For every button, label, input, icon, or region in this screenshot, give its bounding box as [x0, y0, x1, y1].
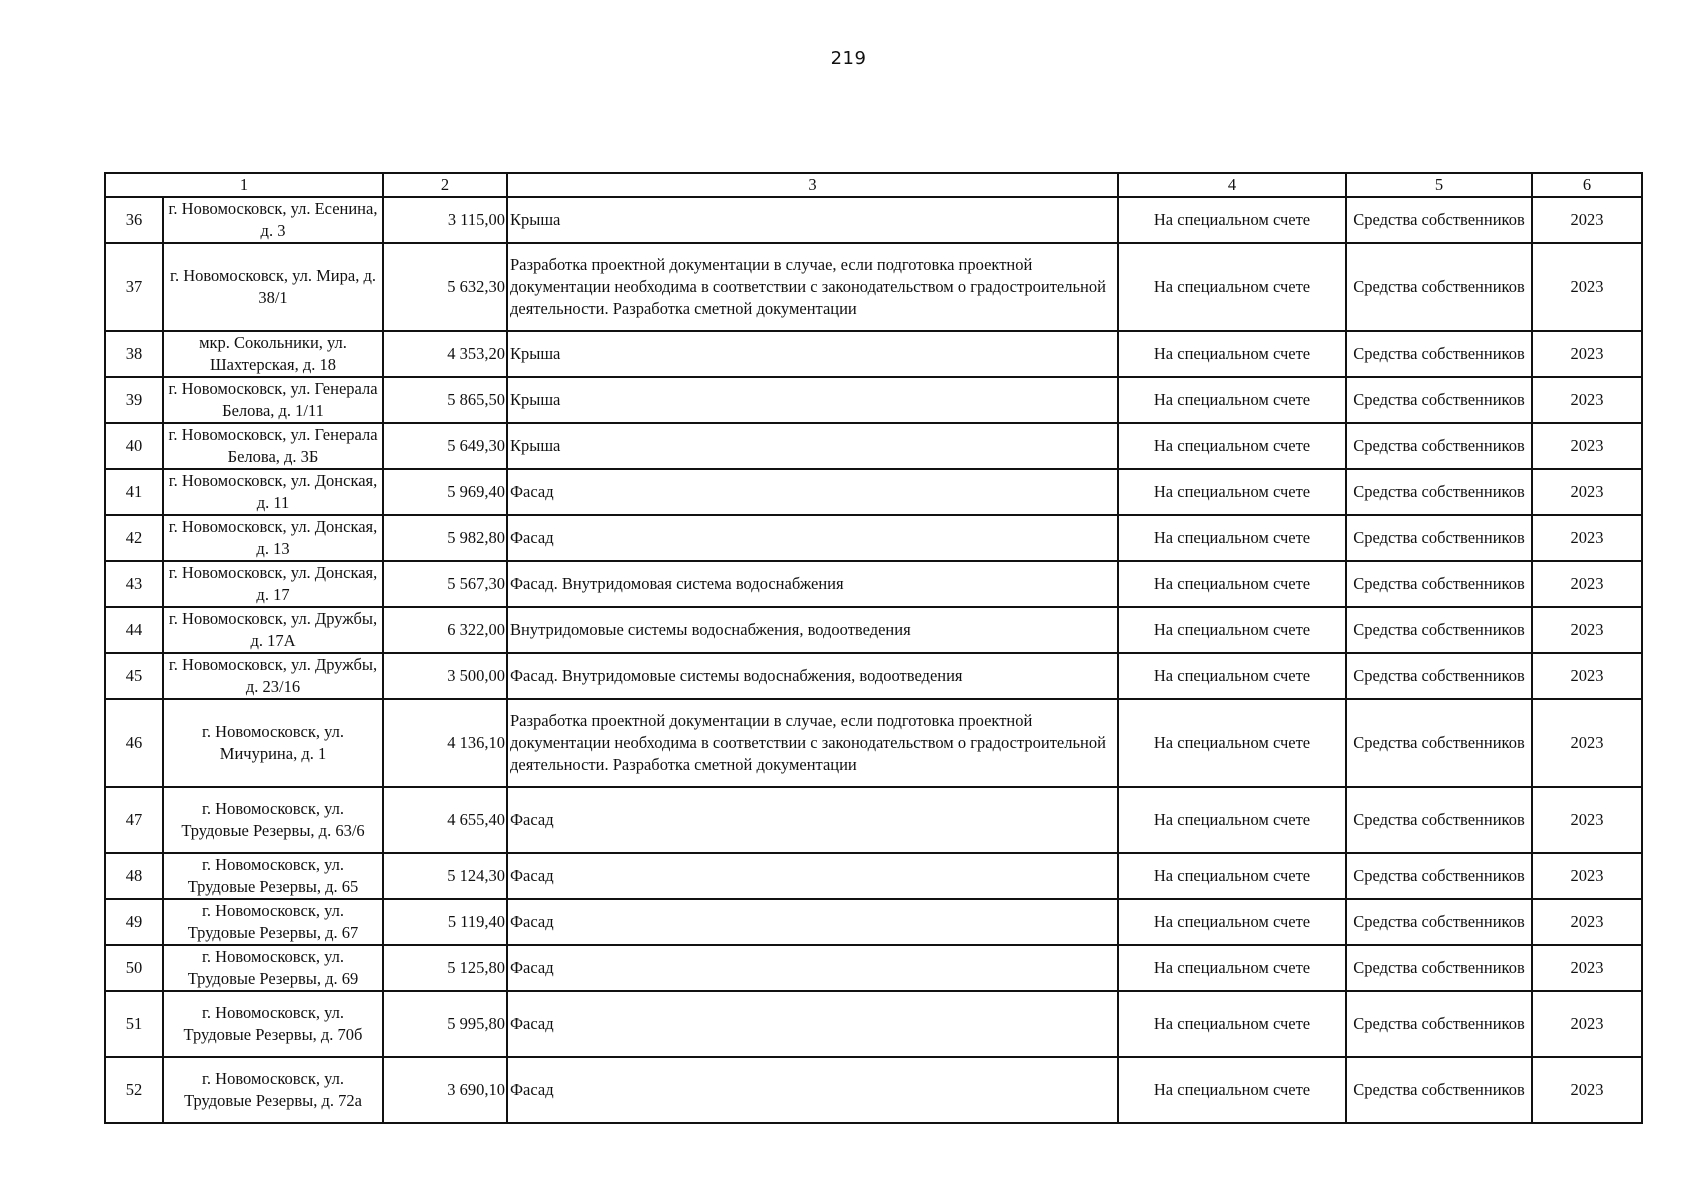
table-row	[105, 607, 1642, 653]
cost-cell: 6 322,00	[383, 607, 507, 653]
column-header-6: 6	[1532, 173, 1642, 197]
address-cell: г. Новомосковск, ул. Генерала Белова, д. 1/11	[163, 377, 383, 423]
work-type-cell: Фасад	[507, 787, 1118, 853]
row-number: 43	[105, 561, 163, 607]
account-type-cell: На специальном счете	[1118, 699, 1346, 787]
account-type-cell: На специальном счете	[1118, 331, 1346, 377]
work-type-cell: Фасад. Внутридомовые системы водоснабжения, водоотведения	[507, 653, 1118, 699]
year-cell: 2023	[1532, 945, 1642, 991]
cost-cell: 5 125,80	[383, 945, 507, 991]
cost-cell: 4 655,40	[383, 787, 507, 853]
cost-cell: 4 353,20	[383, 331, 507, 377]
address-cell: г. Новомосковск, ул. Есенина, д. 3	[163, 197, 383, 243]
table-row	[105, 243, 1642, 331]
funding-source-cell: Средства собственников	[1346, 377, 1532, 423]
table-row	[105, 377, 1642, 423]
row-number: 42	[105, 515, 163, 561]
year-cell: 2023	[1532, 787, 1642, 853]
cost-cell: 5 995,80	[383, 991, 507, 1057]
row-number: 44	[105, 607, 163, 653]
address-cell: г. Новомосковск, ул. Дружбы, д. 23/16	[163, 653, 383, 699]
row-number: 48	[105, 853, 163, 899]
address-cell: г. Новомосковск, ул. Мичурина, д. 1	[163, 699, 383, 787]
table-row	[105, 945, 1642, 991]
table-row	[105, 197, 1642, 243]
table-row	[105, 787, 1642, 853]
row-number: 47	[105, 787, 163, 853]
funding-source-cell: Средства собственников	[1346, 991, 1532, 1057]
cost-cell: 3 500,00	[383, 653, 507, 699]
address-cell: г. Новомосковск, ул. Трудовые Резервы, д. 67	[163, 899, 383, 945]
work-type-cell: Фасад	[507, 991, 1118, 1057]
funding-source-cell: Средства собственников	[1346, 423, 1532, 469]
account-type-cell: На специальном счете	[1118, 945, 1346, 991]
year-cell: 2023	[1532, 377, 1642, 423]
year-cell: 2023	[1532, 653, 1642, 699]
table-row	[105, 561, 1642, 607]
account-type-cell: На специальном счете	[1118, 469, 1346, 515]
account-type-cell: На специальном счете	[1118, 607, 1346, 653]
address-cell: г. Новомосковск, ул. Мира, д. 38/1	[163, 243, 383, 331]
address-cell: г. Новомосковск, ул. Донская, д. 11	[163, 469, 383, 515]
year-cell: 2023	[1532, 1057, 1642, 1123]
table-row	[105, 423, 1642, 469]
year-cell: 2023	[1532, 991, 1642, 1057]
work-type-cell: Разработка проектной документации в случае, если подготовка проектной документации необходима в соответствии с законодательством о градостроительной деятельности. Разработка сметной документации	[507, 699, 1118, 787]
cost-cell: 5 865,50	[383, 377, 507, 423]
row-number: 41	[105, 469, 163, 515]
column-header-2: 2	[383, 173, 507, 197]
year-cell: 2023	[1532, 899, 1642, 945]
year-cell: 2023	[1532, 423, 1642, 469]
account-type-cell: На специальном счете	[1118, 377, 1346, 423]
table-row	[105, 469, 1642, 515]
column-header-5: 5	[1346, 173, 1532, 197]
cost-cell: 4 136,10	[383, 699, 507, 787]
year-cell: 2023	[1532, 243, 1642, 331]
table-row	[105, 515, 1642, 561]
work-type-cell: Фасад	[507, 853, 1118, 899]
page-number: 219	[830, 48, 867, 69]
funding-source-cell: Средства собственников	[1346, 197, 1532, 243]
account-type-cell: На специальном счете	[1118, 653, 1346, 699]
work-type-cell: Фасад	[507, 945, 1118, 991]
row-number: 51	[105, 991, 163, 1057]
work-type-cell: Крыша	[507, 197, 1118, 243]
address-cell: г. Новомосковск, ул. Трудовые Резервы, д. 63/6	[163, 787, 383, 853]
work-type-cell: Внутридомовые системы водоснабжения, водоотведения	[507, 607, 1118, 653]
repair-schedule-table	[104, 172, 1643, 1124]
table-row	[105, 991, 1642, 1057]
table-row	[105, 853, 1642, 899]
cost-cell: 5 632,30	[383, 243, 507, 331]
funding-source-cell: Средства собственников	[1346, 331, 1532, 377]
funding-source-cell: Средства собственников	[1346, 853, 1532, 899]
work-type-cell: Фасад	[507, 469, 1118, 515]
address-cell: г. Новомосковск, ул. Трудовые Резервы, д. 72а	[163, 1057, 383, 1123]
cost-cell: 5 119,40	[383, 899, 507, 945]
year-cell: 2023	[1532, 515, 1642, 561]
account-type-cell: На специальном счете	[1118, 243, 1346, 331]
year-cell: 2023	[1532, 561, 1642, 607]
year-cell: 2023	[1532, 469, 1642, 515]
account-type-cell: На специальном счете	[1118, 515, 1346, 561]
work-type-cell: Фасад	[507, 515, 1118, 561]
column-header-4: 4	[1118, 173, 1346, 197]
work-type-cell: Фасад. Внутридомовая система водоснабжения	[507, 561, 1118, 607]
funding-source-cell: Средства собственников	[1346, 899, 1532, 945]
column-number-header-row	[105, 173, 1642, 197]
address-cell: г. Новомосковск, ул. Донская, д. 17	[163, 561, 383, 607]
cost-cell: 5 124,30	[383, 853, 507, 899]
table-row	[105, 899, 1642, 945]
address-cell: г. Новомосковск, ул. Трудовые Резервы, д. 69	[163, 945, 383, 991]
account-type-cell: На специальном счете	[1118, 899, 1346, 945]
work-type-cell: Крыша	[507, 423, 1118, 469]
column-header-3: 3	[507, 173, 1118, 197]
account-type-cell: На специальном счете	[1118, 423, 1346, 469]
funding-source-cell: Средства собственников	[1346, 699, 1532, 787]
row-number: 37	[105, 243, 163, 331]
account-type-cell: На специальном счете	[1118, 561, 1346, 607]
row-number: 38	[105, 331, 163, 377]
row-number: 49	[105, 899, 163, 945]
table-row	[105, 331, 1642, 377]
cost-cell: 3 690,10	[383, 1057, 507, 1123]
address-cell: г. Новомосковск, ул. Донская, д. 13	[163, 515, 383, 561]
address-cell: г. Новомосковск, ул. Трудовые Резервы, д. 70б	[163, 991, 383, 1057]
account-type-cell: На специальном счете	[1118, 991, 1346, 1057]
row-number: 50	[105, 945, 163, 991]
work-type-cell: Фасад	[507, 899, 1118, 945]
cost-cell: 5 567,30	[383, 561, 507, 607]
funding-source-cell: Средства собственников	[1346, 243, 1532, 331]
work-type-cell: Крыша	[507, 331, 1118, 377]
funding-source-cell: Средства собственников	[1346, 469, 1532, 515]
cost-cell: 5 982,80	[383, 515, 507, 561]
row-number: 39	[105, 377, 163, 423]
funding-source-cell: Средства собственников	[1346, 653, 1532, 699]
funding-source-cell: Средства собственников	[1346, 1057, 1532, 1123]
cost-cell: 5 969,40	[383, 469, 507, 515]
address-cell: г. Новомосковск, ул. Генерала Белова, д. 3Б	[163, 423, 383, 469]
table-row	[105, 653, 1642, 699]
table-row	[105, 1057, 1642, 1123]
funding-source-cell: Средства собственников	[1346, 787, 1532, 853]
year-cell: 2023	[1532, 853, 1642, 899]
row-number: 40	[105, 423, 163, 469]
address-cell: г. Новомосковск, ул. Дружбы, д. 17А	[163, 607, 383, 653]
work-type-cell: Разработка проектной документации в случае, если подготовка проектной документации необходима в соответствии с законодательством о градостроительной деятельности. Разработка сметной документации	[507, 243, 1118, 331]
column-header-1: 1	[105, 173, 383, 197]
row-number: 52	[105, 1057, 163, 1123]
year-cell: 2023	[1532, 331, 1642, 377]
account-type-cell: На специальном счете	[1118, 787, 1346, 853]
account-type-cell: На специальном счете	[1118, 1057, 1346, 1123]
funding-source-cell: Средства собственников	[1346, 945, 1532, 991]
account-type-cell: На специальном счете	[1118, 197, 1346, 243]
year-cell: 2023	[1532, 699, 1642, 787]
funding-source-cell: Средства собственников	[1346, 515, 1532, 561]
address-cell: г. Новомосковск, ул. Трудовые Резервы, д. 65	[163, 853, 383, 899]
table-row	[105, 699, 1642, 787]
cost-cell: 5 649,30	[383, 423, 507, 469]
account-type-cell: На специальном счете	[1118, 853, 1346, 899]
row-number: 36	[105, 197, 163, 243]
year-cell: 2023	[1532, 607, 1642, 653]
year-cell: 2023	[1532, 197, 1642, 243]
row-number: 45	[105, 653, 163, 699]
address-cell: мкр. Сокольники, ул. Шахтерская, д. 18	[163, 331, 383, 377]
row-number: 46	[105, 699, 163, 787]
work-type-cell: Фасад	[507, 1057, 1118, 1123]
funding-source-cell: Средства собственников	[1346, 561, 1532, 607]
cost-cell: 3 115,00	[383, 197, 507, 243]
funding-source-cell: Средства собственников	[1346, 607, 1532, 653]
work-type-cell: Крыша	[507, 377, 1118, 423]
